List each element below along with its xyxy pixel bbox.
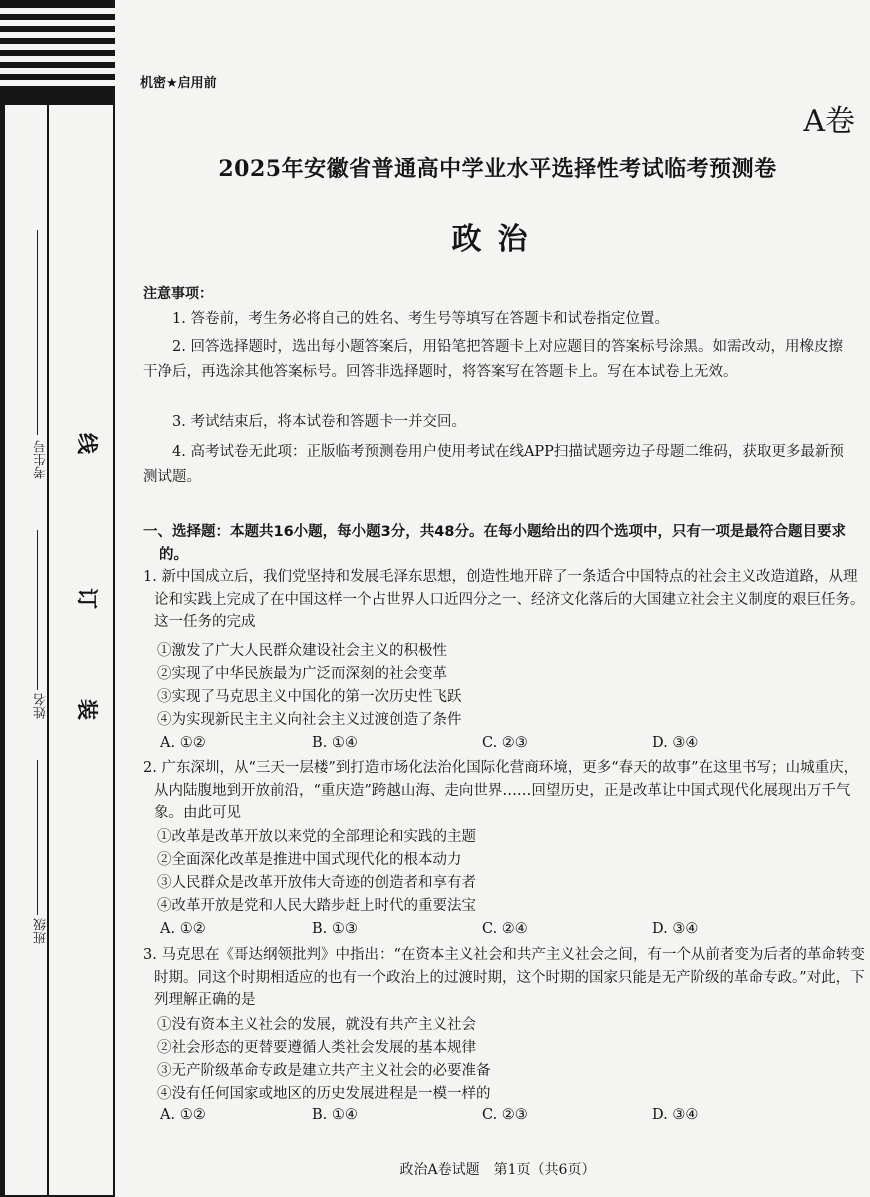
- section-heading: 一、选择题：本题共16小题，每小题3分，共48分。在每小题给出的四个选项中，只有一项是最符合题目要求的。: [143, 524, 846, 563]
- question-stem: 2. 广东深圳，从“三天一层楼”到打造市场化法治化国际化营商环境，更多“春天的故事”在这里书写；山城重庆，从内陆腹地到开放前沿，“重庆造”跨越山海、走向世界……回望历史，正是改革让中国式现代化展现出万千气象。由此可见: [143, 760, 859, 821]
- exam-number-label: 考生号: [34, 440, 49, 479]
- option-item: ④为实现新民主主义向社会主义过渡创造了条件: [157, 712, 462, 728]
- option-item: ①激发了广大人民群众建设社会主义的积极性: [157, 643, 447, 659]
- note-item: 4. 高考试卷无此项：正版临考预测卷用户使用考试在线APP扫描试题旁边子母题二维码，获取更多最新预测试题。: [143, 444, 844, 485]
- note-item: 2. 回答选择题时，选出每小题答案后，用铅笔把答题卡上对应题目的答案标号涂黑。如需改动，用橡皮擦干净后，再选涂其他答案标号。回答非选择题时，将答案写在答题卡上。写在本试卷上无效。: [143, 339, 843, 380]
- answer-choice: D. ③④: [652, 921, 699, 937]
- note-item: 1. 答卷前，考生务必将自己的姓名、考生号等填写在答题卡和试卷指定位置。: [172, 311, 669, 327]
- exam-number-line: [37, 230, 38, 435]
- answer-choice: B. ①④: [312, 1107, 358, 1123]
- notes-heading: 注意事项：: [143, 286, 213, 302]
- question-stem: 3. 马克思在《哥达纲领批判》中指出：“在资本主义社会和共产主义社会之间，有一个从前者变为后者的革命转变时期。同这个时期相适应的也有一个政治上的过渡时期，这个时期的国家只能是无产阶级的革命专政。”对此，下列理解正确的是: [143, 947, 865, 1008]
- line-mark: 线: [77, 430, 99, 455]
- option-item: ②社会形态的更替要遵循人类社会发展的基本规律: [157, 1040, 476, 1056]
- subject-title: 政治: [451, 222, 544, 257]
- staple-mark: 订: [77, 585, 99, 610]
- option-item: ④改革开放是党和人民大踏步赶上时代的重要法宝: [157, 898, 476, 914]
- name-line: [37, 530, 38, 690]
- option-item: ①改革是改革开放以来党的全部理论和实践的主题: [157, 829, 476, 845]
- option-item: ③无产阶级革命专政是建立共产主义社会的必要准备: [157, 1063, 491, 1079]
- volume-label: A卷: [803, 104, 855, 139]
- binding-panel: [5, 105, 113, 1195]
- answer-choice: D. ③④: [652, 1107, 699, 1123]
- page-footer: 政治A卷试题 第1页（共6页）: [399, 1162, 596, 1178]
- class-label: 班级: [34, 918, 49, 944]
- option-item: ④没有任何国家或地区的历史发展进程是一模一样的: [157, 1086, 491, 1102]
- answer-choice: A. ①②: [160, 735, 206, 751]
- option-item: ③实现了马克思主义中国化的第一次历史性飞跃: [157, 689, 462, 705]
- answer-choice: B. ①④: [312, 735, 358, 751]
- answer-choice: B. ①③: [312, 921, 358, 937]
- exam-title: 2025年安徽省普通高中学业水平选择性考试临考预测卷: [218, 156, 777, 182]
- option-item: ①没有资本主义社会的发展，就没有共产主义社会: [157, 1017, 476, 1033]
- binding-stripes: [0, 0, 115, 95]
- answer-choice: C. ②④: [482, 921, 528, 937]
- class-line: [37, 760, 38, 915]
- option-item: ②实现了中华民族最为广泛而深刻的社会变革: [157, 666, 447, 682]
- answer-choice: C. ②③: [482, 735, 528, 751]
- answer-choice: C. ②③: [482, 1107, 528, 1123]
- name-label: 姓名: [34, 693, 49, 719]
- answer-choice: A. ①②: [160, 1107, 206, 1123]
- answer-choice: D. ③④: [652, 735, 699, 751]
- option-item: ③人民群众是改革开放伟大奇迹的创造者和享有者: [157, 875, 476, 891]
- note-item: 3. 考试结束后，将本试卷和答题卡一并交回。: [172, 414, 466, 430]
- answer-choice: A. ①②: [160, 921, 206, 937]
- bind-mark: 装: [77, 696, 99, 721]
- option-item: ②全面深化改革是推进中国式现代化的根本动力: [157, 852, 462, 868]
- confidential-label: 机密★启用前: [140, 76, 217, 91]
- question-stem: 1. 新中国成立后，我们党坚持和发展毛泽东思想，创造性地开辟了一条适合中国特点的社会主义改造道路，从理论和实践上完成了在中国这样一个占世界人口近四分之一、经济文化落后的大国建立社会主义制度的艰巨任务。这一任务的完成: [143, 569, 865, 630]
